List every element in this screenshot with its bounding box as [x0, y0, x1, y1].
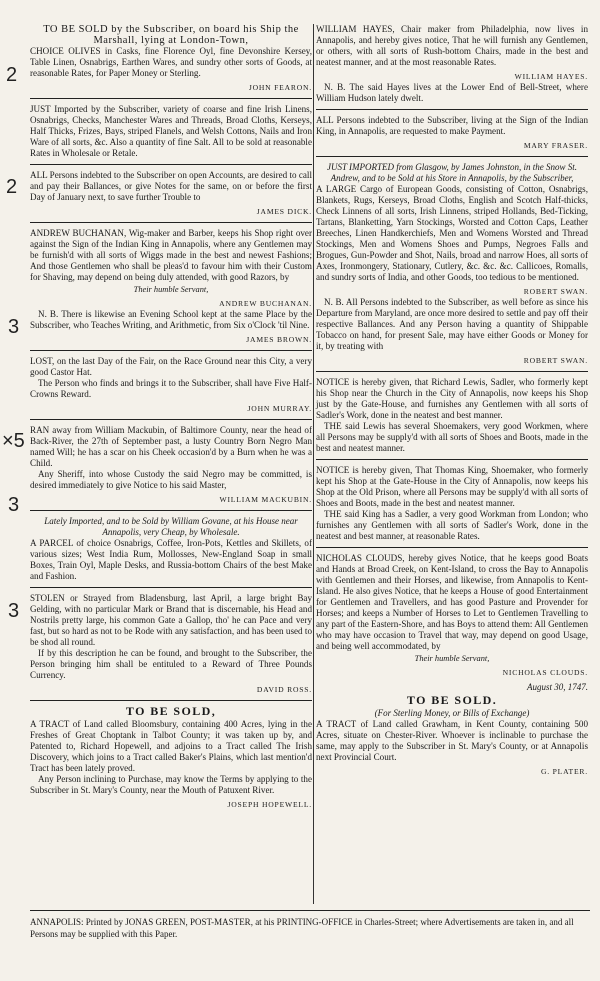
ad-imported	[30, 104, 312, 159]
ad-grawham-title: TO BE SOLD.	[406, 693, 498, 707]
divider-rule	[316, 156, 588, 157]
ad-johnston-signature: ROBERT SWAN.	[523, 287, 588, 296]
ad-hayes-text: WILLIAM HAYES, Chair maker from Philadelphia, now lives in Annapolis, and hereby gives notice, That he will furnish any Gentlemen, or others, with all sorts of Rush-bottom Chairs, made in the best and neatest manner, and at the most reasonable Rates.	[316, 24, 588, 67]
right-column	[316, 24, 588, 777]
imprint-text: ANNAPOLIS: Printed by JONAS GREEN, POST-MASTER, at his PRINTING-OFFICE in Charles-Street; where Advertisements are taken in, and all Persons may be supplied with this Paper.	[30, 917, 574, 939]
ad-dick-signature: JAMES DICK.	[256, 207, 312, 216]
margin-mark-4: ×5	[2, 430, 25, 452]
divider-rule	[316, 459, 588, 460]
ad-lost-text: LOST, on the last Day of the Fair, on the Race Ground near this City, a very good Castor Hat.	[30, 356, 312, 377]
ad-johnston-lead: JUST IMPORTED from Glasgow, by James Johnston, in the Snow St. Andrew, and to be Sold at his Store in Annapolis, by the Subscriber,	[326, 162, 578, 183]
ad-buchanan-signature: ANDREW BUCHANAN.	[219, 299, 312, 308]
ad-runaway-text2: Any Sheriff, into whose Custody the said Negro may be committed, is desired immediately to give Notice to his said Master,	[30, 469, 312, 490]
ad-johnston-text: A LARGE Cargo of European Goods, consisting of Cotton, Osnabrigs, Blankets, Rugs, Kerseys, Broad Cloths, English and Scotch Half-thicks, Check Linnens of all sorts, Irish Linnens, striped Hollands, Bed-Ticking, Tartans, Blanketting, Yarn Stockings, Worsted and Cotton Caps, Leather Breeches, Linen Handkerchiefs, Men and Womens Worsted and Thread Stockings, Men and Womens Shoes and Pumps, Negroes Falls and Brogues, Gun-Powder and Shot, Nails, broad and narrow Hoes, all sorts of Axes, Ironmongery, Stationary, Cutlery, &c. &c. &c. Callicoes, Romalls, and sundry sorts of India, and other Goods, too tedious to be mentioned.	[316, 184, 589, 282]
ad-hayes	[316, 24, 588, 104]
ad-lewis-text: NOTICE is hereby given, that Richard Lewis, Sadler, who formerly kept his Shop near the Church in the City of Annapolis, now keeps his Shop just by the Gate-House, and furnishes any Gentlemen with all sorts of Sadler's Work, done in the neatest and best manner.	[316, 377, 588, 420]
margin-mark-3: 3	[8, 316, 20, 338]
divider-rule	[30, 700, 312, 701]
divider-rule	[316, 109, 588, 110]
margin-mark-2: 2	[6, 176, 18, 198]
ad-clouds	[316, 553, 588, 678]
ad-clouds-signature: NICHOLAS CLOUDS.	[502, 668, 588, 677]
margin-mark-1: 2	[6, 64, 18, 86]
divider-rule	[30, 98, 312, 99]
ad-lost-signature: JOHN MURRAY.	[247, 404, 312, 413]
ad-runaway	[30, 425, 312, 505]
ad-stolen-text2: If by this description he can be found, and brought to the Subscriber, the Person bringing him shall be entituled to a Reward of Three Pounds Currency.	[30, 648, 312, 680]
ad-govane	[30, 516, 312, 582]
ad-runaway-signature: WILLIAM MACKUBIN.	[219, 495, 312, 504]
divider-rule	[316, 371, 588, 372]
ad-king	[316, 465, 588, 542]
ad-hayes-nb: N. B. The said Hayes lives at the Lower End of Bell-Street, where William Hudson lately dwelt.	[316, 82, 588, 103]
ad-king-text2: THE said King has a Sadler, a very good Workman from London; who furnishes any Gentlemen with all sorts of Sadler's Work, done in the neatest and best manner, at reasonable Rates.	[316, 509, 588, 541]
ad-olives-lead: TO BE SOLD by the Subscriber, on board his Ship the Marshall, lying at London-Town,	[43, 24, 299, 46]
left-column	[30, 24, 312, 810]
ad-buchanan-nb-signature: JAMES BROWN.	[246, 335, 312, 344]
ad-fraser-signature: MARY FRASER.	[523, 141, 588, 150]
divider-rule	[30, 587, 312, 588]
ad-runaway-text: RAN away from William Mackubin, of Baltimore County, near the head of Back-River, the 27th of September past, a lusty Country Born Negro Man named Will; he has a scar on his Cheek occasion'd by a Burn when he was a Child.	[30, 425, 312, 468]
divider-rule	[30, 222, 312, 223]
ad-stolen-signature: DAVID ROSS.	[256, 685, 312, 694]
ad-buchanan	[30, 228, 312, 345]
ad-clouds-closing: Their humble Servant,	[414, 654, 490, 663]
ad-olives-heading: CHOICE OLIVES in Casks, fine Florence Oyl, fine Devonshire Kersey, Table Linen, Osnabrigs, Earthen Wares, and sundry other sorts of Goods, at reasonable Rates, for Paper Money or Sterling.	[30, 46, 312, 78]
ad-stolen-text: STOLEN or Strayed from Bladensburg, last April, a large bright Bay Gelding, with no particular Mark or Brand that is discernable, his Head and Nostrils pretty large, his common Gate a Gallop, tho' he can Pace and very fast, but so hard as not to be Rode with any satisfaction, and has been used to be shod all round.	[30, 593, 312, 647]
ad-buchanan-nb: N. B. There is likewise an Evening School kept at the same Place by the Subscriber, who Teaches Writing, and Arithmetic, from Six o'Clock 'til Nine.	[30, 309, 312, 330]
ad-king-text: NOTICE is hereby given, That Thomas King, Shoemaker, who formerly kept his Shop at the Gate-House in the City of Annapolis, now keeps his Shop at the Old Prison, where all Persons may be supply'd with all sorts of Shoes and Boots, made in the best and neatest manner.	[316, 465, 588, 508]
ad-lost-text2: The Person who finds and brings it to the Subscriber, shall have Five Half-Crowns Reward.	[30, 378, 312, 399]
ad-clouds-text: NICHOLAS CLOUDS, hereby gives Notice, that he keeps good Boats and Hands at Broad Creek, on Kent-Island, to cross the Bay to Annapolis with Gentlemen and their Horses, and likewise, from Annapolis to Kent-Island. He also gives Notice, that he keeps a House of good Entertainment for Gentlemen and Travellers, and has good Pasture and Provender for Horses; and keeps a Number of Horses to Let to Gentlemen Travelling to any part of the Eastern-Shore, and has Boys to attend them: All Gentlemen who may have occasion to Travel that way, may depend on good Usage, and being well accommodated, by	[316, 553, 588, 651]
ad-olives	[30, 24, 312, 93]
ad-grawham-subtitle: (For Sterling Money, or Bills of Exchange)	[374, 708, 530, 718]
ad-grawham-signature: G. PLATER.	[540, 767, 588, 776]
ad-johnston-nb-signature: ROBERT SWAN.	[523, 356, 588, 365]
divider-rule	[30, 164, 312, 165]
ad-lewis-text2: THE said Lewis has several Shoemakers, very good Workmen, where all Persons may be supply'd with all sorts of Shoes and Boots, made in the best and neatest manner.	[316, 421, 588, 453]
divider-rule	[316, 547, 588, 548]
ad-tract-title: TO BE SOLD,	[125, 704, 217, 718]
ad-grawham-text: A TRACT of Land called Grawham, in Kent County, containing 500 Acres, situate on Chester-River. Whoever is inclinable to purchase the same, may apply to the Subscriber in St. Mary's County, or at Annapolis next Provincial Court.	[316, 719, 588, 762]
ad-tract-signature: JOSEPH HOPEWELL.	[227, 800, 312, 809]
ad-tract	[30, 706, 312, 810]
ad-johnston-nb: N. B. All Persons indebted to the Subscriber, as well before as since his Departure from Maryland, are once more desired to settle and pay off their respective Ballances. And any Person having a quantity of Shippable Tobacco on hand, for present Sale, may have either Goods or Money for it, by treating with	[316, 297, 588, 351]
ad-johnston	[316, 162, 588, 366]
ad-stolen	[30, 593, 312, 695]
column-divider	[313, 24, 314, 904]
ad-fraser	[316, 115, 588, 151]
ad-grawham-date: August 30, 1747.	[526, 682, 588, 692]
margin-mark-6: 3	[8, 600, 20, 622]
ad-dick	[30, 170, 312, 217]
divider-rule	[30, 510, 312, 511]
footer-rule	[30, 910, 590, 911]
ad-tract-text: A TRACT of Land called Bloomsbury, containing 400 Acres, lying in the Freshes of Great Choptank in Talbot County; it was taken up by, and Patented to, Richard Hopewell, and adjoins to a Tract called The Irish Discovery, which joins to a Tract called Baker's Plains, which last mention'd Tract has been lately proved.	[30, 719, 312, 773]
ad-lost	[30, 356, 312, 414]
ad-govane-text: A PARCEL of choice Osnabrigs, Coffee, Iron-Pots, Kettles and Skillets, of various sizes; West India Rum, Mollosses, New-England Soap in small Boxes, Train Oyl, Maple Desks, and Russia-bottom Chairs of the best Make and Fashion.	[30, 538, 312, 581]
ad-buchanan-text: ANDREW BUCHANAN, Wig-maker and Barber, keeps his Shop right over against the Sign of the Indian King in Annapolis, where any Gentlemen may be furnish'd with all sorts of Wiggs made in the best and newest Fashions; And those Gentlemen who shall be pleas'd to favour him with their Custom for Shaving, may depend on being duly attended, with good Razors, by	[30, 228, 312, 282]
ad-olives-signature: JOHN FEARON.	[248, 83, 312, 92]
ad-tract-text2: Any Person inclining to Purchase, may know the Terms by applying to the Subscriber in St. Mary's County, near the Mouth of Patuxent River.	[30, 774, 312, 795]
ad-fraser-text: ALL Persons indebted to the Subscriber, living at the Sign of the Indian King, in Annapolis, are requested to make Payment.	[316, 115, 588, 136]
ad-lewis	[316, 377, 588, 454]
ad-govane-intro: Lately Imported, and to be Sold by William Govane, at his House near Annapolis, very Cheap, by Wholesale.	[44, 516, 298, 537]
margin-mark-5: 3	[8, 494, 20, 516]
ad-imported-text: JUST Imported by the Subscriber, variety of coarse and fine Irish Linens, Osnabrigs, Checks, Manchester Wares and Threads, Broad Cloths, Kerseys, Half Thicks, Frizes, Bays, striped Flanels, and Welsh Cottons, Nails and Iron Ware of all sorts, &c. Also a quantity of fine Salt. All to be sold at reasonable Rates in Wholesale or Retale.	[30, 104, 312, 158]
ad-buchanan-closing: Their humble Servant,	[133, 285, 209, 294]
ad-grawham	[316, 682, 588, 777]
divider-rule	[30, 350, 312, 351]
divider-rule	[30, 419, 312, 420]
ad-dick-text: ALL Persons indebted to the Subscriber on open Accounts, are desired to call and pay their Ballances, or give Notes for the same, on or before the first Day of January next, to save further Trouble to	[30, 170, 312, 202]
ad-hayes-signature: WILLIAM HAYES.	[514, 72, 588, 81]
imprint-footer	[30, 916, 590, 940]
